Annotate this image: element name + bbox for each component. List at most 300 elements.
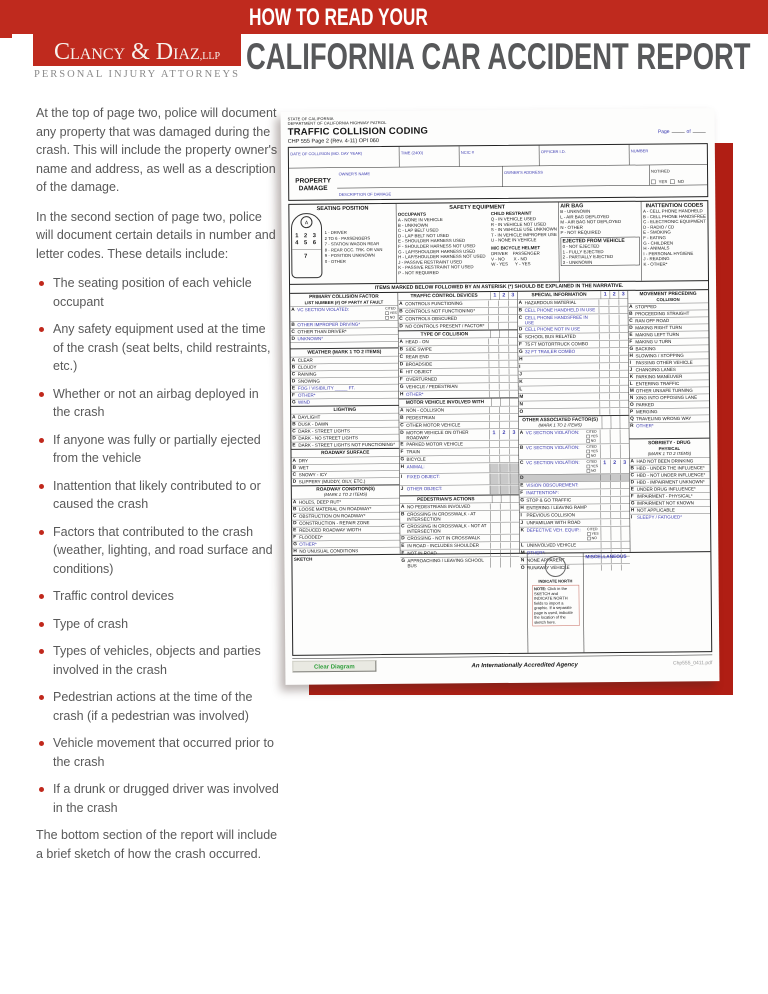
code-item: C CROSSING IN CROSSWALK - NOT AT INTERSECTION [400, 522, 519, 535]
party-mark-cell[interactable] [600, 512, 609, 518]
party-mark-cell[interactable] [609, 393, 618, 399]
party-mark-cell[interactable] [620, 444, 629, 458]
party-mark-cell[interactable] [510, 523, 519, 534]
party-mark-cell[interactable] [509, 407, 518, 413]
party-mark-cell[interactable] [599, 378, 608, 384]
party-mark-cell[interactable] [619, 408, 628, 414]
party-mark-cell[interactable] [609, 348, 618, 354]
time-field[interactable]: TIME (2400) [399, 146, 459, 167]
code-item: L ENTERING TRAFFIC [629, 380, 709, 388]
party-mark-cell[interactable] [609, 401, 618, 407]
party-mark-cell[interactable] [610, 519, 619, 525]
code-item: Vehicle movement that occurred prior to the crash [36, 734, 279, 771]
surface-codes [292, 456, 400, 485]
party-mark-cell[interactable] [499, 407, 508, 413]
code-item: B VC SECTION VIOLATION: CITED YES NO [519, 443, 629, 459]
code-item: A NON - COLLISION [399, 406, 518, 415]
party-mark-cell[interactable] [600, 519, 609, 525]
party-mark-cell[interactable] [621, 527, 630, 541]
party-mark-cell[interactable] [509, 414, 518, 420]
mviw-header: MOTOR VEHICLE INVOLVED WITH [399, 397, 518, 406]
party-mark-cell[interactable] [610, 429, 619, 443]
party-mark-cell[interactable] [600, 489, 609, 495]
seating-position-section: SEATING POSITION A 1 2 3 4 5 6 7 1 - DRIVER 2 TO 6 - PASSENGERS 7 - STATION WAGON REAR 8 - REAR OCC. TRK. OR VAN 9 - POSITION UNKNOWN 0 - OTHER [289, 204, 396, 284]
surface-header: ROADWAY SURFACE [291, 448, 399, 457]
party-mark-cell[interactable] [599, 307, 608, 313]
movement-codes [628, 303, 709, 430]
party-mark-cell[interactable] [619, 401, 628, 407]
party-mark-cell[interactable] [609, 333, 618, 339]
sketch-area[interactable]: SKETCH [292, 554, 528, 655]
party-mark-cell[interactable] [489, 361, 498, 367]
special-info-header: SPECIAL INFORMATION 1 2 3 [518, 291, 628, 299]
party-mark-cell[interactable] [599, 333, 608, 339]
code-item: F OTHER* [291, 391, 399, 399]
party-mark-cell[interactable] [498, 323, 507, 329]
code-item: B - UNKNOWN [560, 208, 591, 214]
party-mark-cell[interactable] [610, 444, 619, 458]
party-mark-cell[interactable] [610, 497, 619, 503]
officer-id-field[interactable]: OFFICER I.D. [539, 145, 629, 166]
party-mark-cell[interactable] [500, 542, 509, 548]
party-mark-cell[interactable] [600, 444, 609, 458]
party-mark-cell[interactable] [509, 353, 518, 359]
party-column-header: 3 [620, 459, 629, 473]
party-mark-cell[interactable] [499, 353, 508, 359]
party-mark-cell[interactable] [609, 371, 618, 377]
code-item: H NOT APPLICABLE [630, 506, 710, 514]
party-mark-cell[interactable] [619, 378, 628, 384]
number-field[interactable]: NUMBER [629, 144, 707, 165]
party-mark-cell[interactable] [489, 414, 498, 420]
party-mark-cell[interactable] [510, 511, 519, 522]
code-item: G APPROACHING / LEAVING SCHOOL BUS [400, 556, 519, 569]
code-item: 2 TO 6 - PASSENGERS [324, 235, 371, 241]
code-item: R - IN VEHICLE NOT USED [490, 221, 547, 227]
party-mark-cell[interactable] [600, 504, 609, 510]
party-mark-cell[interactable] [599, 326, 608, 332]
weather-header: WEATHER (MARK 1 TO 2 ITEMS) [291, 347, 399, 356]
party-mark-cell[interactable] [500, 511, 509, 522]
party-mark-cell[interactable] [489, 448, 498, 454]
party-mark-cell[interactable] [508, 338, 517, 344]
party-mark-cell[interactable] [599, 299, 608, 305]
party-mark-cell[interactable] [619, 356, 628, 362]
miscellaneous-area[interactable]: MISCELLANEOUS [585, 553, 627, 560]
party-mark-cell[interactable] [619, 386, 628, 392]
code-item: 1 - FULLY EJECTED [562, 248, 604, 255]
code-item: 0 - NOT EJECTED [562, 243, 600, 249]
party-mark-cell[interactable] [599, 386, 608, 392]
party-mark-cell[interactable] [488, 346, 497, 352]
no-checkbox[interactable] [385, 316, 389, 320]
code-item: D NO CONTROLS PRESENT / FACTOR* [398, 322, 517, 331]
party-mark-cell[interactable] [620, 497, 629, 503]
cited-checkboxes[interactable]: CITED YES NO [586, 444, 598, 458]
code-item: C RAN OFF ROAD [628, 317, 708, 325]
code-item: D SLIPPERY (MUDDY, OILY, ETC.) [292, 477, 400, 485]
party-mark-cell[interactable] [510, 485, 519, 494]
code-item: A - CELL PHONE HANDHELD [642, 208, 703, 214]
party-mark-cell[interactable] [509, 368, 518, 374]
yes-checkbox[interactable] [385, 311, 389, 315]
cited-checkboxes[interactable]: CITED YES NO [586, 459, 599, 473]
party-mark-cell[interactable] [499, 422, 508, 428]
party-mark-cell[interactable] [611, 527, 620, 541]
party-mark-cell[interactable] [620, 474, 629, 480]
party-mark-cell[interactable] [489, 354, 498, 360]
party-mark-cell[interactable] [610, 489, 619, 495]
party-mark-cell[interactable] [499, 456, 508, 462]
party-mark-cell[interactable] [619, 341, 628, 347]
party-mark-cell[interactable] [509, 376, 518, 382]
party-mark-cell[interactable] [601, 542, 610, 548]
party-mark-cell[interactable] [619, 348, 628, 354]
code-item: M [518, 392, 628, 400]
party-mark-cell[interactable] [610, 504, 619, 510]
party-mark-cell[interactable] [509, 463, 518, 472]
code-item: Q - IN VEHICLE USED [490, 216, 537, 222]
party-mark-cell[interactable] [499, 448, 508, 454]
code-item: Factors that contributed to the crash (weather, lighting, and road surface and conditions) [36, 523, 279, 579]
code-item: D MOTOR VEHICLE ON OTHER ROADWAY 1 2 3 [399, 428, 518, 441]
pedestrian-header: PEDESTRIAN'S ACTIONS [400, 494, 519, 503]
code-item: Type of crash [36, 615, 279, 634]
party-mark-cell[interactable] [609, 307, 618, 313]
paragraph: At the top of page two, police will document any property that was damaged during the crash. This will include the property owner's name and address, as well as a description of the damage. [36, 106, 278, 194]
party-mark-cell[interactable] [509, 448, 518, 454]
code-item: E VISION OBSCUREMENT: [519, 481, 629, 489]
party-mark-cell[interactable] [620, 512, 629, 518]
party-mark-cell[interactable] [609, 326, 618, 332]
party-mark-cell[interactable] [599, 408, 608, 414]
north-circle[interactable] [545, 556, 566, 577]
party-mark-cell[interactable] [600, 429, 609, 443]
code-item: A HOLES, DEEP RUT* [292, 498, 400, 506]
party-mark-cell[interactable] [509, 441, 518, 447]
party-mark-cell[interactable] [490, 523, 499, 534]
form-subtitle: CHP 555 Page 2 (Rev. 4-11) OPI 060 [287, 137, 379, 145]
party-mark-cell[interactable] [610, 482, 619, 488]
party-mark-cell[interactable] [489, 376, 498, 382]
code-item: D HBD - IMPAIRMENT UNKNOWN* [630, 478, 710, 486]
code-item: J CHANGING LANES [629, 366, 709, 374]
code-item: D UNKNOWN* [290, 334, 398, 342]
code-item: C RAINING [291, 370, 399, 378]
no-checkbox[interactable] [586, 454, 590, 458]
party-mark-cell[interactable] [620, 519, 629, 525]
party-mark-cell[interactable] [499, 361, 508, 367]
coding-section [288, 200, 712, 656]
code-item: C - LAP BELT USED [397, 227, 439, 233]
party-mark-cell[interactable] [508, 346, 517, 352]
party-mark-cell[interactable] [619, 326, 628, 332]
air-bag-section: AIR BAG B - UNKNOWN L - AIR BAG DEPLOYED M - AIR BAG NOT DEPLOYED N - OTHER P - NOT REQUIRED EJECTED FROM VEHICLE 0 - NOT EJECTED 1 - FULLY EJECTED 2 - PARTIALLY EJECTED 3 - UNKNOWN [558, 202, 641, 282]
code-item: T - IN VEHICLE IMPROPER USE [490, 231, 557, 238]
article-text [36, 104, 279, 874]
yes-checkbox[interactable] [587, 532, 591, 536]
cited-checkboxes[interactable]: CITED YES NO [586, 429, 598, 443]
party-mark-cell[interactable] [508, 315, 517, 321]
code-item: A DRY [292, 456, 400, 464]
party-mark-cell[interactable] [509, 391, 518, 397]
code-item: E MAKING LEFT TURN [628, 331, 708, 339]
party-mark-cell[interactable] [609, 356, 618, 362]
code-item: G WIND [291, 398, 399, 406]
party-mark-cell[interactable] [498, 338, 507, 344]
party-mark-cell[interactable] [510, 535, 519, 541]
party-mark-cell[interactable] [489, 441, 498, 447]
party-mark-cell[interactable] [610, 512, 619, 518]
party-mark-cell[interactable] [499, 391, 508, 397]
party-mark-cell[interactable] [488, 308, 497, 314]
party-mark-cell[interactable] [609, 341, 618, 347]
code-item: G BICYCLE [399, 455, 518, 464]
party-mark-cell[interactable] [508, 300, 517, 306]
party-mark-cell[interactable] [509, 456, 518, 462]
party-mark-cell[interactable] [601, 527, 610, 541]
party-mark-cell[interactable] [599, 356, 608, 362]
party-mark-cell[interactable] [619, 333, 628, 339]
paragraph: In the second section of page two, police will document certain details in number and letter codes. These details include: [36, 209, 276, 261]
code-item: H SLOWING / STOPPING [629, 352, 709, 360]
child-restraint-codes [491, 216, 557, 243]
code-item: H ENTERING / LEAVING RAMP [519, 503, 629, 511]
party-mark-cell[interactable] [489, 391, 498, 397]
code-item: H [518, 355, 628, 363]
owners-address-field[interactable]: OWNER'S ADDRESS [502, 165, 649, 186]
code-item: L - AIR BAG DEPLOYED [560, 213, 610, 220]
party-mark-cell[interactable] [609, 299, 618, 305]
party-mark-cell[interactable] [489, 369, 498, 375]
party-mark-cell[interactable] [490, 543, 499, 549]
pcf-header: PRIMARY COLLISION FACTOR LIST NUMBER (#) OF PARTY AT FAULT [304, 293, 384, 305]
party-mark-cell[interactable] [599, 401, 608, 407]
party-mark-cell[interactable] [609, 363, 618, 369]
party-mark-cell[interactable] [500, 503, 509, 509]
ncic-field[interactable]: NCIC # [459, 146, 539, 167]
party-mark-cell[interactable] [510, 473, 519, 484]
notified-no-checkbox[interactable] [670, 179, 675, 184]
code-item: A HAZARDOUS MATERIAL [518, 298, 628, 306]
party-mark-cell[interactable] [498, 346, 507, 352]
party-mark-cell[interactable] [600, 482, 609, 488]
code-item: F OVERTURNED [399, 375, 518, 384]
party-mark-cell[interactable] [610, 474, 619, 480]
party-mark-cell[interactable] [500, 473, 509, 484]
party-mark-cell[interactable] [489, 407, 498, 413]
description-of-damage-field[interactable]: DESCRIPTION OF DAMAGE [337, 185, 707, 200]
party-mark-cell[interactable] [599, 314, 608, 324]
ejected-codes [563, 243, 638, 265]
mviw-codes [399, 406, 519, 496]
party-mark-cell[interactable] [599, 363, 608, 369]
party-mark-cell[interactable] [489, 384, 498, 390]
party-mark-cell[interactable] [498, 300, 507, 306]
party-mark-cell[interactable] [620, 504, 629, 510]
no-checkbox[interactable] [586, 439, 590, 443]
party-mark-cell[interactable] [499, 383, 508, 389]
code-item: I SLEEPY / FATIGUED* [630, 513, 710, 521]
party-mark-cell[interactable] [619, 299, 628, 305]
cited-checkboxes[interactable]: CITED YES NO [587, 527, 599, 540]
party-mark-cell[interactable] [599, 393, 608, 399]
code-item: C CONTROLS OBSCURED [398, 314, 517, 323]
code-item: D SNOWING [291, 377, 399, 385]
form-header [288, 113, 708, 144]
party-mark-cell[interactable] [609, 378, 618, 384]
form-content [281, 108, 720, 685]
seating-diagram: A 1 2 3 4 5 6 7 [291, 213, 323, 278]
code-item: G STOP & GO TRAFFIC [519, 496, 629, 504]
party-mark-cell[interactable] [489, 422, 498, 428]
party-mark-cell[interactable] [488, 300, 497, 306]
party-mark-cell[interactable] [490, 504, 499, 510]
collision-type-header: TYPE OF COLLISION [398, 329, 517, 338]
party-mark-cell[interactable] [500, 535, 509, 541]
page-total-blank[interactable] [693, 128, 706, 133]
code-item: A CONTROLS FUNCTIONING [398, 299, 517, 308]
code-item: P - NOT REQUIRED [398, 269, 439, 276]
party-mark-cell[interactable] [489, 456, 498, 462]
party-mark-cell[interactable] [510, 503, 519, 509]
party-mark-cell[interactable] [620, 489, 629, 495]
party-mark-cell[interactable] [609, 386, 618, 392]
code-item: The seating position of each vehicle occupant [36, 274, 279, 311]
party-mark-cell[interactable] [609, 314, 618, 324]
code-item: I PASSING OTHER VEHICLE [629, 359, 709, 367]
oaf-header: OTHER ASSOCIATED FACTOR(S) (MARK 1 TO 2 ITEMS) [519, 415, 629, 429]
code-item: B - UNKNOWN [397, 222, 428, 228]
code-item: Types of vehicles, objects and parties involved in the crash [36, 642, 279, 679]
special-info-codes [518, 298, 629, 415]
party-mark-cell[interactable] [599, 341, 608, 347]
tcd-header: TRAFFIC CONTROL DEVICES 1 2 3 [398, 292, 517, 300]
lighting-codes [291, 413, 399, 449]
code-item: Inattention that likely contributed to or caused the crash [36, 477, 279, 514]
party-mark-cell[interactable] [509, 422, 518, 428]
notified-yes-checkbox[interactable] [651, 179, 656, 184]
party-mark-cell[interactable] [488, 323, 497, 329]
no-checkbox[interactable] [587, 469, 591, 473]
party-mark-cell[interactable] [490, 511, 499, 522]
clear-diagram-button[interactable]: Clear Diagram [292, 660, 376, 672]
page-title: CALIFORNIA CAR ACCIDENT REPORT [246, 36, 751, 77]
party-mark-cell[interactable] [500, 523, 509, 534]
party-mark-cell[interactable] [488, 339, 497, 345]
code-item: L UNINVOLVED VEHICLE [520, 541, 630, 549]
owners-name-field[interactable]: OWNER'S NAME [338, 171, 371, 177]
page-of-field[interactable]: Page of [658, 128, 708, 134]
code-item: K - OTHER* [643, 261, 668, 267]
party-mark-cell[interactable] [619, 393, 628, 399]
page-number-blank[interactable] [671, 128, 684, 133]
party-mark-cell[interactable] [609, 408, 618, 414]
party-mark-cell[interactable] [498, 315, 507, 321]
code-item: J - PASSIVE RESTRAINT USED [398, 259, 463, 265]
code-item: C OBSTRUCTION ON ROADWAY* [292, 512, 400, 520]
party-mark-cell[interactable] [499, 441, 508, 447]
code-item: G IMPAIRMENT NOT KNOWN [630, 499, 710, 507]
party-mark-cell[interactable] [499, 376, 508, 382]
party-mark-cell[interactable] [620, 429, 629, 443]
collision-type-codes [398, 337, 517, 398]
code-item: J OTHER OBJECT: [400, 484, 519, 495]
code-item: D BROADSIDE [399, 360, 518, 369]
code-item: M OTHER UNSAFE TURNING [629, 387, 709, 395]
party-mark-cell[interactable] [509, 383, 518, 389]
conditions-header: ROADWAY CONDITION(S) (MARK 1 TO 2 ITEMS) [292, 484, 400, 498]
cited-checkboxes[interactable]: CITED YES NO [385, 306, 397, 320]
party-mark-cell[interactable] [499, 463, 508, 472]
yes-checkbox[interactable] [586, 464, 590, 468]
code-item: B CELL PHONE HANDHELD IN USE [518, 306, 628, 314]
party-mark-cell[interactable] [621, 542, 630, 548]
party-mark-cell[interactable] [510, 542, 519, 548]
no-checkbox[interactable] [587, 536, 591, 540]
party-mark-cell[interactable] [508, 323, 517, 329]
party-mark-cell[interactable] [500, 485, 509, 494]
code-item: N - OTHER [560, 224, 583, 230]
party-mark-cell[interactable] [599, 371, 608, 377]
party-mark-cell[interactable] [488, 315, 497, 321]
code-item: D [519, 473, 629, 481]
date-of-collision-field[interactable]: DATE OF COLLISION (MO. DAY YEAR) [290, 151, 363, 157]
party-mark-cell[interactable] [619, 371, 628, 377]
party-mark-cell[interactable] [619, 314, 628, 324]
oaf-codes [519, 428, 630, 571]
party-mark-cell[interactable] [599, 348, 608, 354]
collision-info-table [288, 143, 708, 201]
party-mark-cell[interactable] [499, 414, 508, 420]
party-mark-cell[interactable] [490, 485, 499, 494]
bullet-list [36, 274, 279, 817]
party-mark-cell[interactable] [600, 497, 609, 503]
party-mark-cell[interactable] [498, 308, 507, 314]
party-mark-cell[interactable] [600, 474, 609, 480]
party-mark-cell[interactable] [619, 363, 628, 369]
code-item: D DARK - NO STREET LIGHTS [291, 434, 399, 442]
code-item: M - AIR BAG NOT DEPLOYED [560, 219, 622, 225]
party-mark-cell[interactable] [509, 361, 518, 367]
code-item: A CLEAR [291, 356, 399, 364]
party-mark-cell[interactable] [619, 307, 628, 313]
party-mark-cell[interactable] [499, 368, 508, 374]
notified-field: NOTIFIED YES NO [649, 165, 707, 186]
party-mark-cell[interactable] [490, 473, 499, 484]
party-mark-cell[interactable] [620, 482, 629, 488]
party-mark-cell[interactable] [490, 535, 499, 541]
code-item: M OTHER*: [520, 548, 630, 556]
conditions-codes [292, 498, 400, 555]
party-mark-cell[interactable] [611, 542, 620, 548]
inattention-codes [643, 208, 706, 267]
code-item: S - IN VEHICLE USE UNKNOWN [490, 226, 557, 233]
code-item: F IMPAIRMENT - PHYSICAL* [630, 492, 710, 500]
party-mark-cell[interactable] [489, 463, 498, 472]
code-item: H - ANIMALS [643, 245, 670, 251]
code-item: A STOPPED [628, 303, 708, 311]
note-box: NOTE: Click in the SKETCH and INDICATE NORTH fields to import a graphic. If a separate page is used, indicate the location of the sketch here. [532, 585, 579, 626]
state-line: STATE OF CALIFORNIA [287, 116, 334, 122]
code-item: N XING INTO OPPOSING LANE [629, 394, 709, 402]
party-mark-cell[interactable] [508, 308, 517, 314]
code-item: G OTHER* [292, 540, 400, 548]
code-item: 0 - OTHER [324, 258, 346, 264]
code-item: B HBD - UNDER THE INFLUENCE* [629, 464, 709, 472]
code-item: J [518, 370, 628, 378]
code-item: O RUNAWAY VEHICLE [520, 563, 630, 571]
